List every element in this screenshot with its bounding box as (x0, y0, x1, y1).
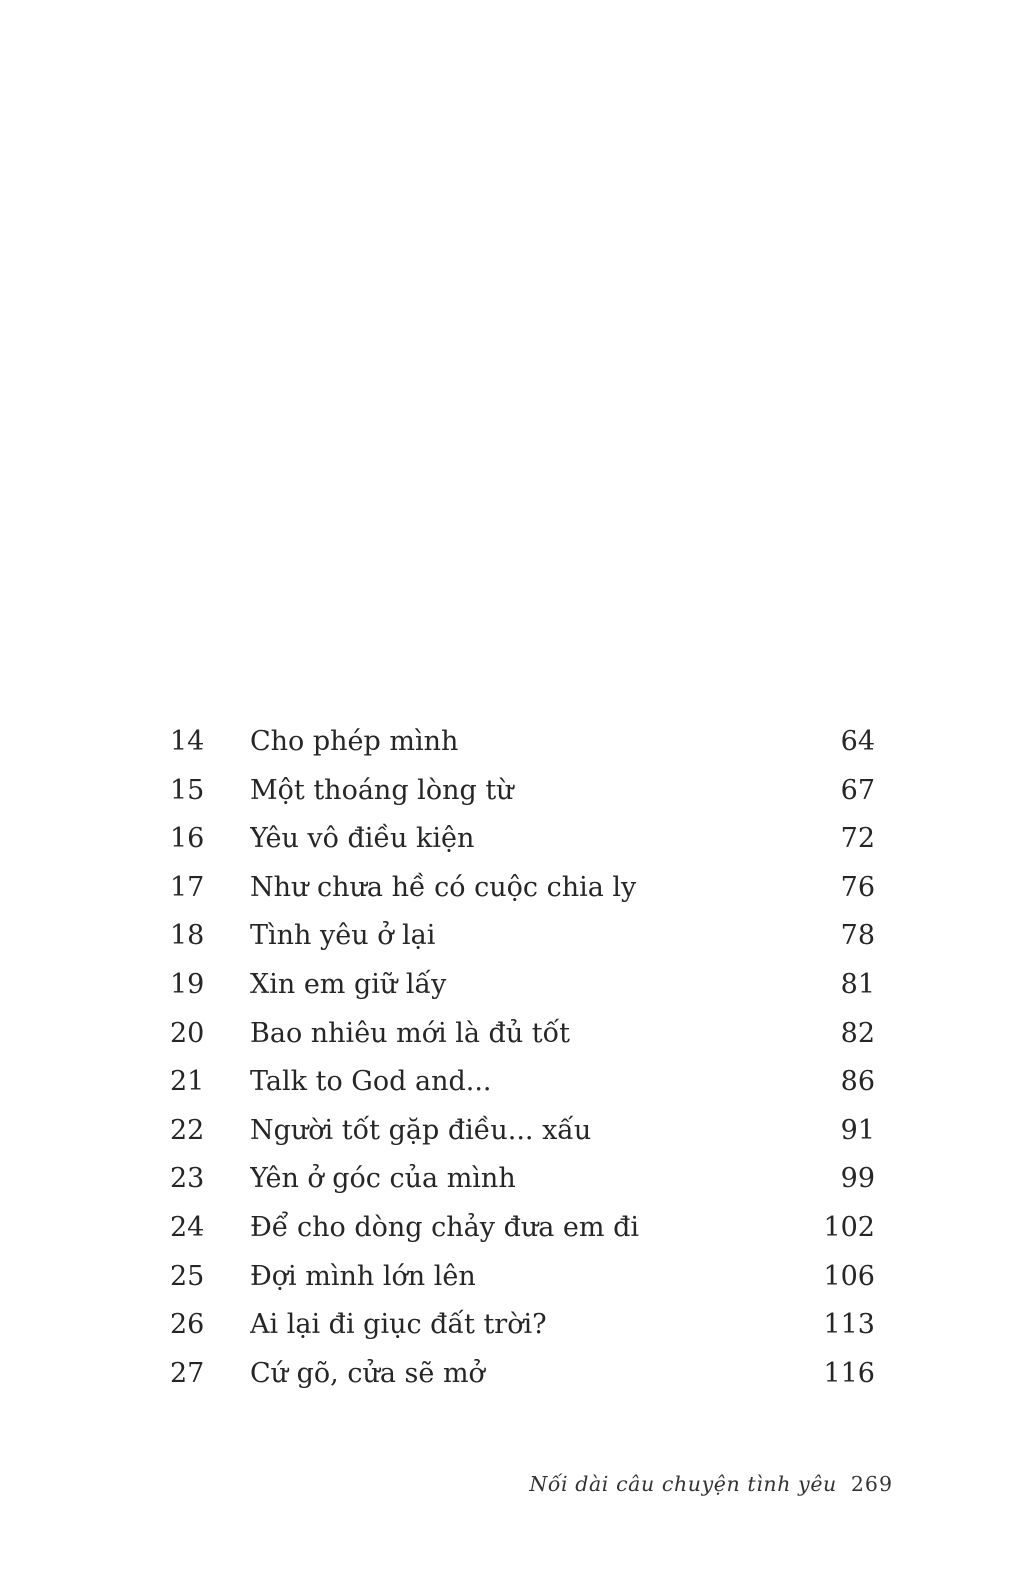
chapter-title: Xin em giữ lấy (250, 968, 447, 1000)
chapter-page-number: 72 (840, 823, 875, 855)
toc-entry-row (170, 815, 875, 864)
table-of-contents (170, 718, 875, 1398)
chapter-page-number: 81 (840, 968, 875, 1000)
toc-entry-row (170, 1204, 875, 1253)
chapter-title: Ai lại đi giục đất trời? (250, 1309, 547, 1341)
chapter-title: Người tốt gặp điều... xấu (250, 1114, 592, 1146)
chapter-title: Cứ gõ, cửa sẽ mở (250, 1357, 485, 1389)
chapter-number: 27 (170, 1357, 205, 1389)
chapter-page-number: 86 (840, 1066, 875, 1098)
toc-entry-row (170, 864, 875, 913)
chapter-number: 18 (170, 920, 205, 952)
chapter-title: Yêu vô điều kiện (250, 823, 475, 855)
toc-entry-row (170, 1301, 875, 1350)
toc-entry-row (170, 718, 875, 767)
running-footer (529, 1472, 893, 1496)
chapter-number: 20 (170, 1017, 205, 1049)
chapter-number: 24 (170, 1211, 205, 1243)
toc-entry-row (170, 1350, 875, 1399)
chapter-number: 17 (170, 871, 205, 903)
chapter-title: Bao nhiêu mới là đủ tốt (250, 1017, 571, 1049)
chapter-number: 16 (170, 823, 205, 855)
chapter-page-number: 67 (840, 774, 875, 806)
toc-entry-row (170, 1010, 875, 1059)
chapter-page-number: 64 (840, 726, 875, 757)
chapter-title: Talk to God and... (250, 1066, 492, 1098)
toc-entry-row (170, 961, 875, 1010)
chapter-number: 15 (170, 774, 205, 806)
chapter-title: Đợi mình lớn lên (250, 1260, 476, 1292)
chapter-number: 25 (170, 1260, 205, 1292)
chapter-number: 14 (170, 726, 205, 757)
chapter-page-number: 91 (840, 1114, 875, 1146)
toc-entry-row (170, 1253, 875, 1302)
toc-entry-row (170, 912, 875, 961)
toc-entry-row (170, 1107, 875, 1156)
chapter-title: Yên ở góc của mình (250, 1163, 516, 1195)
chapter-page-number: 116 (823, 1357, 875, 1389)
chapter-number: 23 (170, 1163, 205, 1195)
footer-page-number: 269 (850, 1472, 893, 1496)
chapter-page-number: 76 (840, 871, 875, 903)
chapter-page-number: 78 (840, 920, 875, 952)
toc-entry-row (170, 1155, 875, 1204)
chapter-title: Để cho dòng chảy đưa em đi (250, 1211, 640, 1243)
chapter-number: 21 (170, 1066, 205, 1098)
chapter-number: 22 (170, 1114, 205, 1146)
chapter-page-number: 106 (823, 1260, 875, 1292)
chapter-page-number: 99 (840, 1163, 875, 1195)
chapter-title: Như chưa hề có cuộc chia ly (250, 871, 637, 903)
chapter-page-number: 102 (823, 1211, 875, 1243)
chapter-title: Tình yêu ở lại (250, 920, 436, 952)
toc-entry-row (170, 767, 875, 816)
chapter-number: 19 (170, 968, 205, 1000)
footer-book-title: Nối dài câu chuyện tình yêu (529, 1472, 837, 1496)
chapter-page-number: 113 (823, 1309, 875, 1341)
toc-entry-row (170, 1058, 875, 1107)
chapter-title: Một thoáng lòng từ (250, 774, 514, 806)
chapter-number: 26 (170, 1309, 205, 1341)
chapter-title: Cho phép mình (250, 726, 459, 757)
chapter-page-number: 82 (840, 1017, 875, 1049)
